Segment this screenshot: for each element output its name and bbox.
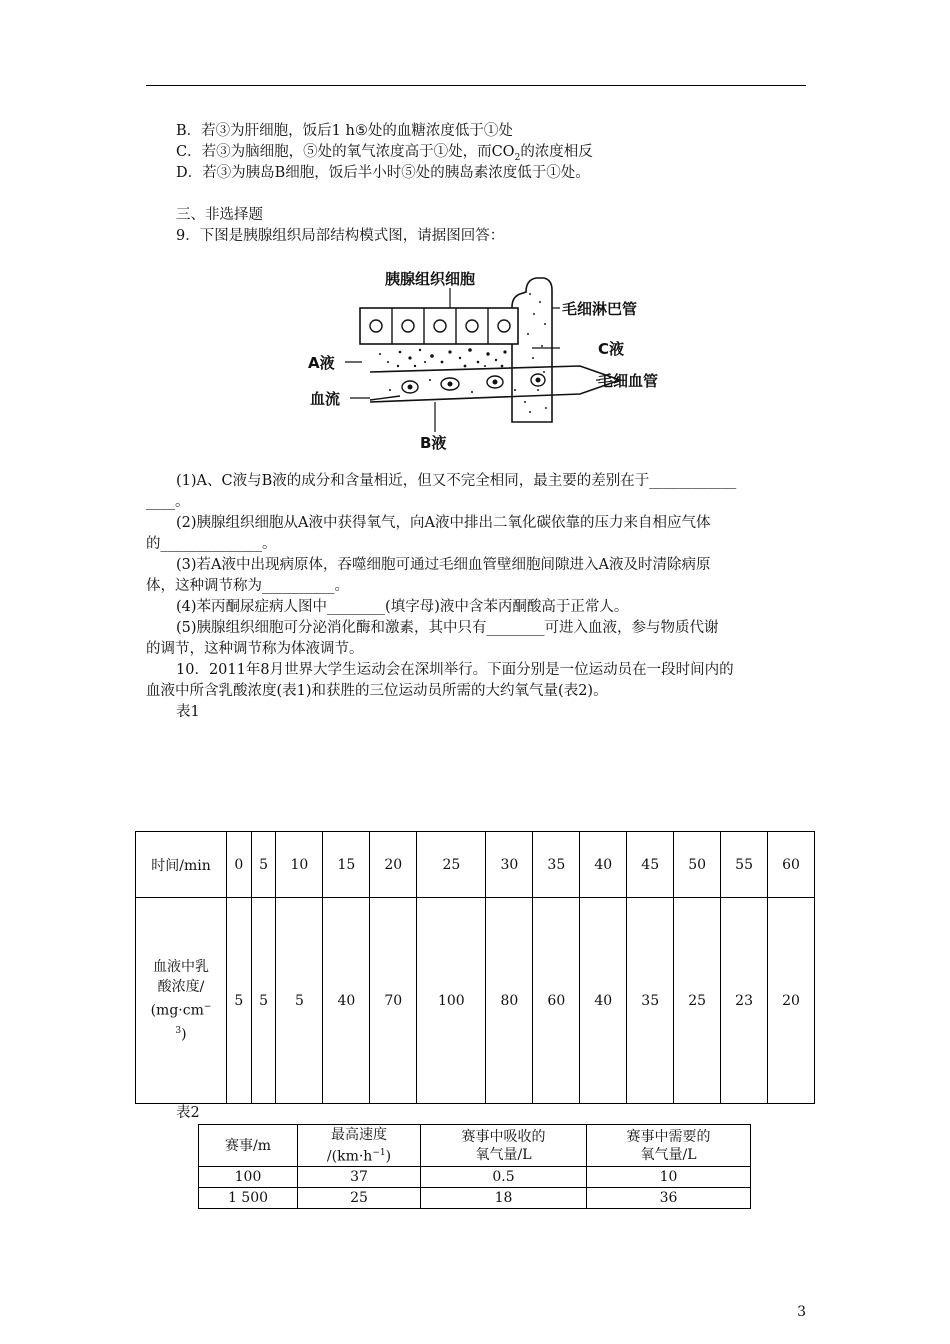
time-cell: 0 (227, 832, 252, 898)
lactic-acid-table (135, 831, 815, 1104)
label-capillary: 毛细血管 (598, 372, 659, 390)
absorbed-cell: 18 (421, 1188, 587, 1209)
lactic-cell: 35 (627, 898, 674, 1104)
q9-sub5-b: 的调节，这种调节称为体液调节。 (146, 641, 364, 657)
lactic-cell: 25 (674, 898, 721, 1104)
pancreas-diagram (300, 262, 700, 452)
table-row (136, 832, 815, 898)
q9-sub1-a: (1)A、C液与B液的成分和含量相近，但又不完全相同，最主要的差别在于____________ (176, 473, 737, 489)
q9-sub2-a: (2)胰腺组织细胞从A液中获得氧气，向A液中排出二氧化碳依靠的压力来自相应气体 (176, 515, 711, 531)
q9-sub5-a: (5)胰腺组织细胞可分泌消化酶和激素，其中只有________可进入血液，参与物质代谢 (176, 620, 719, 636)
label-a-fluid: A液 (308, 354, 335, 372)
q10-stem-b: 血液中所含乳酸浓度(表1)和获胜的三位运动员所需的大约氧气量(表2)。 (146, 683, 608, 699)
table2-label: 表2 (176, 1105, 200, 1121)
time-cell: 55 (721, 832, 768, 898)
time-cell: 50 (674, 832, 721, 898)
lactic-cell: 23 (721, 898, 768, 1104)
event-cell: 1 500 (199, 1188, 298, 1209)
lactic-cell: 60 (533, 898, 580, 1104)
lactic-cell: 20 (768, 898, 815, 1104)
q9-sub1-b: ____。 (146, 494, 190, 510)
time-cell: 20 (370, 832, 417, 898)
time-cell: 15 (323, 832, 370, 898)
lactic-cell: 5 (227, 898, 252, 1104)
absorbed-header: 赛事中吸收的 氧气量/L (421, 1125, 587, 1167)
q9-sub2-b: 的______________。 (146, 536, 277, 552)
q10-stem-a: 10．2011年8月世界大学生运动会在深圳举行。下面分别是一位运动员在一段时间内的 (176, 662, 734, 678)
label-lymph-capillary: 毛细淋巴管 (562, 300, 638, 318)
header-rule (146, 85, 806, 86)
q9-sub3-a: (3)若A液中出现病原体，吞噬细胞可通过毛细血管壁细胞间隙进入A液及时清除病原 (176, 557, 711, 573)
lactic-cell: 100 (417, 898, 486, 1104)
label-blood-flow: 血流 (310, 390, 341, 408)
lactic-cell: 40 (580, 898, 627, 1104)
lactic-cell: 40 (323, 898, 370, 1104)
oxygen-table (198, 1124, 751, 1209)
time-cell: 35 (533, 832, 580, 898)
lactic-cell: 80 (486, 898, 533, 1104)
section-title: 三、非选择题 (176, 207, 263, 223)
label-pancreatic-cells: 胰腺组织细胞 (385, 270, 476, 288)
option-c: C．若③为脑细胞，⑤处的氧气浓度高于①处，而$CO_2$的浓度相反 (176, 144, 593, 163)
table-row (136, 898, 815, 1104)
lactic-header: 血液中乳 酸浓度/ (mg·cm− $^3$) (136, 898, 227, 1104)
table-row (199, 1188, 751, 1209)
lymph-capillary-shape (512, 278, 552, 422)
q9-stem: 9．下图是胰腺组织局部结构模式图，请据图回答： (176, 228, 505, 244)
table-row (199, 1125, 751, 1167)
lactic-cell: 5 (251, 898, 276, 1104)
event-cell: 100 (199, 1167, 298, 1188)
speed-header: 最高速度 $/(km\cdot h^{-1})$ (298, 1125, 421, 1167)
label-b-fluid: B液 (420, 434, 447, 452)
event-header: 赛事/m (199, 1125, 298, 1167)
option-d: D．若③为胰岛B细胞，饭后半小时⑤处的胰岛素浓度低于①处。 (176, 165, 590, 181)
speed-cell: 37 (298, 1167, 421, 1188)
absorbed-cell: 0.5 (421, 1167, 587, 1188)
time-cell: 5 (251, 832, 276, 898)
time-header: 时间/min (136, 832, 227, 898)
table1-label: 表1 (176, 704, 200, 720)
option-b: B．若③为肝细胞，饭后1 h⑤处的血糖浓度低于①处 (176, 123, 513, 139)
time-cell: 60 (768, 832, 815, 898)
page-number: 3 (797, 1304, 806, 1320)
time-cell: 45 (627, 832, 674, 898)
needed-header: 赛事中需要的 氧气量/L (587, 1125, 751, 1167)
time-cell: 30 (486, 832, 533, 898)
q9-sub3-b: 体，这种调节称为__________。 (146, 578, 349, 594)
lactic-cell: 70 (370, 898, 417, 1104)
table-row (199, 1167, 751, 1188)
needed-cell: 10 (587, 1167, 751, 1188)
needed-cell: 36 (587, 1188, 751, 1209)
time-cell: 40 (580, 832, 627, 898)
lactic-cell: 5 (276, 898, 323, 1104)
label-c-fluid: C液 (598, 340, 625, 358)
time-cell: 10 (276, 832, 323, 898)
time-cell: 25 (417, 832, 486, 898)
speed-cell: 25 (298, 1188, 421, 1209)
q9-sub4: (4)苯丙酮尿症病人图中________(填字母)液中含苯丙酮酸高于正常人。 (176, 599, 629, 615)
